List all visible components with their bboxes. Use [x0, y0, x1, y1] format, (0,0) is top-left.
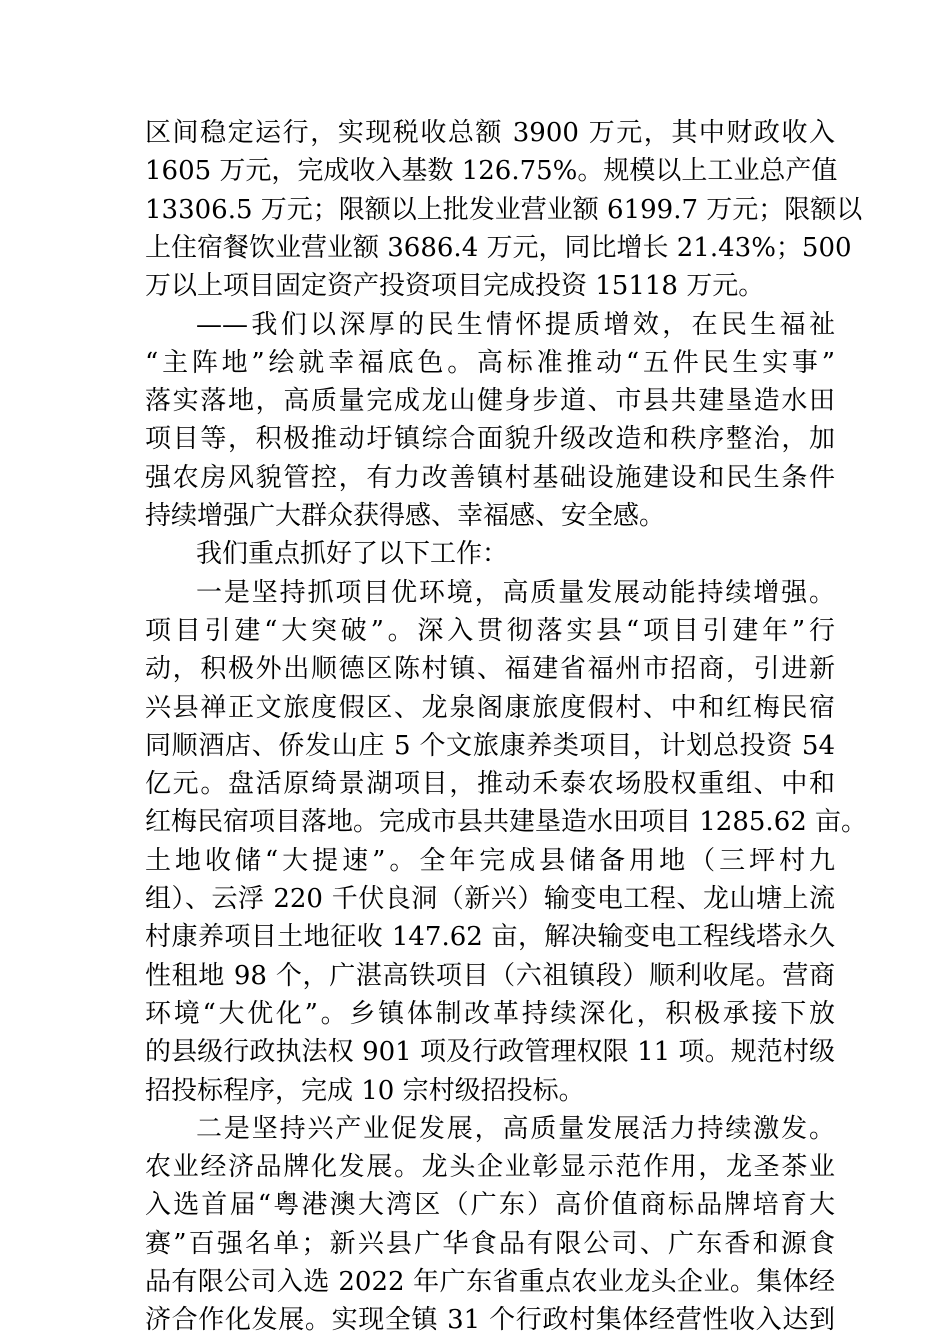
text-line: 项目等，积极推动圩镇综合面貌升级改造和秩序整治，加	[145, 424, 835, 455]
text-line: 性租地 98 个，广湛高铁项目（六祖镇段）顺利收尾。营商	[145, 960, 835, 991]
text-line: 一是坚持抓项目优环境，高质量发展动能持续增强。	[196, 577, 835, 608]
text-line: 组）、云浮 220 千伏良洞（新兴）输变电工程、龙山塘上流	[145, 884, 835, 914]
text-line: 1605 万元，完成收入基数 126.75%。规模以上工业总产值	[145, 156, 838, 187]
text-line: 万以上项目固定资产投资项目完成投资 15118 万元。	[145, 271, 765, 302]
text-line: 动，积极外出顺德区陈村镇、福建省福州市招商，引进新	[145, 654, 835, 685]
text-line: 品有限公司入选 2022 年广东省重点农业龙头企业。集体经	[145, 1267, 835, 1297]
text-line: 二是坚持兴产业促发展，高质量发展活力持续激发。	[196, 1113, 835, 1144]
text-line: 区间稳定运行，实现税收总额 3900 万元，其中财政收入	[145, 118, 835, 148]
text-line: 农业经济品牌化发展。龙头企业彰显示范作用，龙圣茶业	[145, 1152, 835, 1183]
text-line: 同顺酒店、侨发山庄 5 个文旅康养类项目，计划总投资 54	[145, 730, 835, 761]
text-line: 招投标程序，完成 10 宗村级招投标。	[145, 1075, 585, 1106]
text-line: 入选首届“粤港澳大湾区（广东）高价值商标品牌培育大	[145, 1190, 835, 1221]
text-line: “主阵地”绘就幸福底色。高标准推动“五件民生实事”	[145, 347, 835, 378]
text-line: 赛”百强名单；新兴县广华食品有限公司、广东香和源食	[145, 1228, 835, 1259]
text-line: 村康养项目土地征收 147.62 亩，解决输变电工程线塔永久	[145, 922, 835, 953]
text-line: 上住宿餐饮业营业额 3686.4 万元，同比增长 21.43%；500	[145, 232, 852, 263]
text-line: 项目引建“大突破”。深入贯彻落实县“项目引建年”行	[145, 615, 835, 646]
text-line: 土地收储“大提速”。全年完成县储备用地（三坪村九	[145, 845, 835, 876]
text-line: 13306.5 万元；限额以上批发业营业额 6199.7 万元；限额以	[145, 194, 863, 225]
text-line: 我们重点抓好了以下工作：	[196, 539, 509, 570]
text-line: 亿元。盘活原绮景湖项目，推动禾泰农场股权重组、中和	[145, 769, 835, 800]
text-line: 强农房风貌管控，有力改善镇村基础设施建设和民生条件	[145, 462, 835, 493]
text-line: 的县级行政执法权 901 项及行政管理权限 11 项。规范村级	[145, 1037, 835, 1068]
text-line: 环境“大优化”。乡镇体制改革持续深化，积极承接下放	[145, 998, 835, 1029]
text-line: 红梅民宿项目落地。完成市县共建垦造水田项目 1285.62 亩。	[145, 807, 868, 838]
text-line: 兴县禅正文旅度假区、龙泉阁康旅度假村、中和红梅民宿	[145, 692, 835, 723]
text-line: 济合作化发展。实现全镇 31 个行政村集体经营性收入达到	[145, 1305, 835, 1336]
text-line: 持续增强广大群众获得感、幸福感、安全感。	[145, 501, 666, 531]
text-line: ——我们以深厚的民生情怀提质增效，在民生福祉	[196, 309, 835, 340]
text-line: 落实落地，高质量完成龙山健身步道、市县共建垦造水田	[145, 386, 835, 417]
